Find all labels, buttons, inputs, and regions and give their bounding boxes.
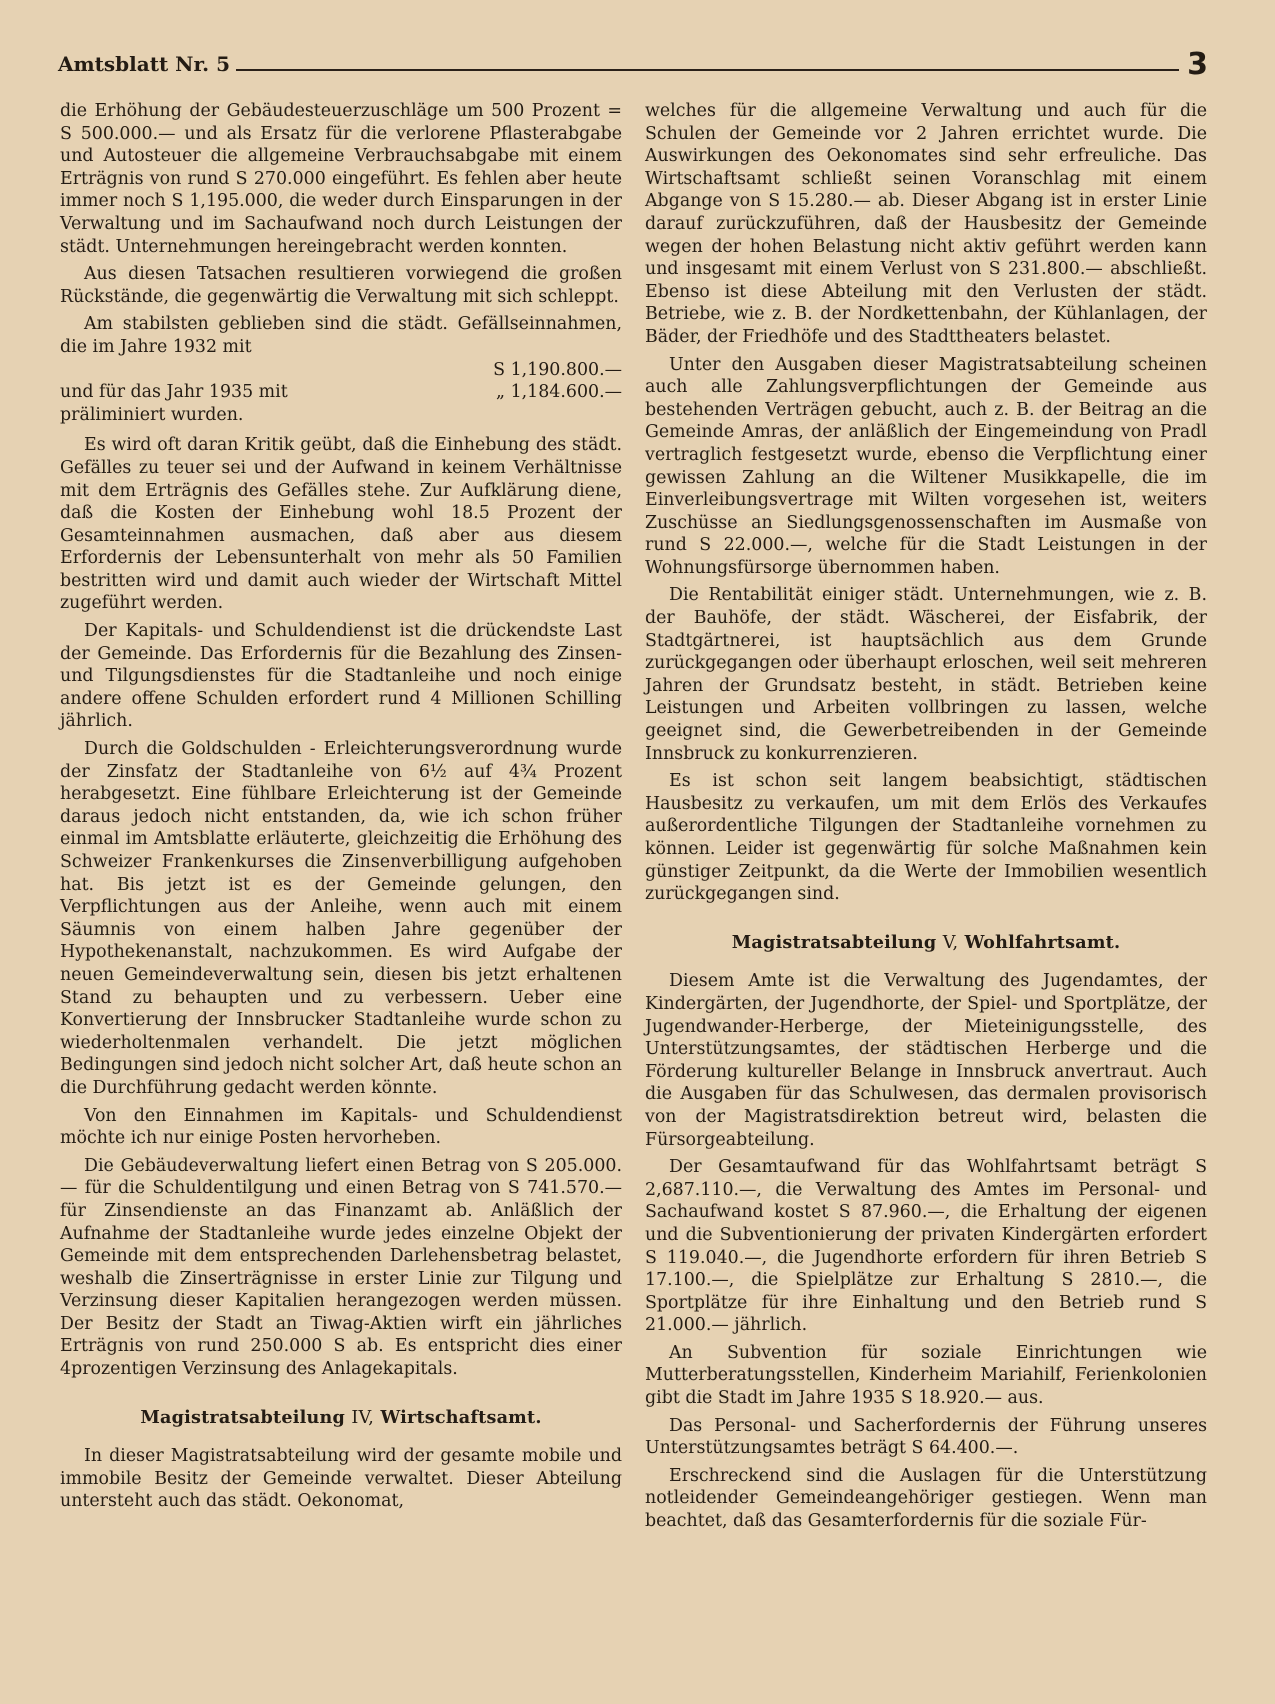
right-column <box>645 100 1207 1538</box>
paragraph: Das Personal- und Sacherfordernis der Führung unseres Unterstützungsamtes beträgt S 64.400.—. <box>645 1415 1207 1459</box>
left-column <box>60 100 622 1518</box>
paragraph: Diesem Amte ist die Verwaltung des Jugendamtes, der Kindergärten, der Jugendhorte, der Spiel- und Sportplätze, der Jugendwander-Herberge, der Mieteinigungsstelle, des Unterstützungsamtes, der städtischen Herberge und die Förderung kultureller Belange in Innsbruck anvertraut. Auch die Ausgaben für das Schulwesen, das dermalen provisorisch von der Magistratsdirektion betreut wird, belasten die Fürsorgeabteilung. <box>645 971 1207 1150</box>
figure-label-1935: und für das Jahr 1935 mit <box>60 382 288 403</box>
figure-value-1935: „ 1,184.600.— <box>496 382 622 403</box>
paragraph: Von den Einnahmen im Kapitals- und Schuldendienst möchte ich nur einige Posten hervorheben. <box>60 1105 622 1149</box>
paragraph: Der Gesamtaufwand für das Wohlfahrtsamt beträgt S 2,687.110.—, die Verwaltung des Amtes im Personal- und Sachaufwand kostet S 87.960.—, die Erhaltung der eigenen und die Subventionierung der privaten Kindergärten erfordert S 119.040.—, die Jugendhorte erfordern für ihren Betrieb S 17.100.—, die Spielplätze zur Erhaltung S 2810.—, die Sportplätze für ihre Einhaltung und den Betrieb rund S 21.000.— jährlich. <box>645 1157 1207 1336</box>
page-header <box>58 44 1208 80</box>
section-heading-iv <box>60 1407 622 1430</box>
header-rule <box>236 69 1179 71</box>
figure-intro: Am stabilsten geblieben sind die städt. Gefällseinnahmen, die im Jahre 1932 mit <box>60 314 622 357</box>
paragraph: Die Rentabilität einiger städt. Unternehmungen, wie z. B. der Bauhöfe, der städt. Wäscherei, der Eisfabrik, der Stadtgärtnerei, ist hauptsächlich aus dem Grunde zurückgegangen oder überhaupt erloschen, weil seit mehreren Jahren der Grundsatz besteht, in städt. Betrieben keine Leistungen und Arbeiten vollbringen zu lassen, welche geeignet sind, die Gewerbetreibenden in der Gemeinde Innsbruck zu konkurrenzieren. <box>645 585 1207 764</box>
figure-value-1932: S 1,190.800.— <box>493 359 622 380</box>
figure-row <box>60 313 622 358</box>
heading-name: Wohlfahrtsamt. <box>964 931 1121 953</box>
figure-row <box>60 359 622 382</box>
section-heading-v <box>645 932 1207 955</box>
paragraph: die Erhöhung der Gebäudesteuerzuschläge um 500 Prozent = S 500.000.— und als Ersatz für die verlorene Pflasterabgabe und Autosteuer die allgemeine Verbrauchsabgabe mit einem Erträgnis von rund S 270.000 eingeführt. Es fehlen aber heute immer noch S 1,195.000, die weder durch Einsparungen in der Verwaltung und im Sachaufwand noch durch Leistungen der städt. Unternehmungen hereingebracht werden konnten. <box>60 101 622 257</box>
paragraph: Der Kapitals- und Schuldendienst ist die drückendste Last der Gemeinde. Das Erfordernis für die Bezahlung des Zinsen- und Tilgungsdienstes für die Stadtanleihe und noch einige andere offene Schulden erfordert rund 4 Millionen Schilling jährlich. <box>60 621 622 732</box>
paragraph: Unter den Ausgaben dieser Magistratsabteilung scheinen auch alle Zahlungsverpflichtungen der Gemeinde aus bestehenden Verträgen gebucht, auch z. B. der Beitrag an die Gemeinde Amras, der anläßlich der Eingemeindung von Pradl vertraglich festgesetzt wurde, ebenso die Verpflichtung einer gewissen Zahlung an die Wiltener Musikkapelle, die im Einverleibungsvertrage mit Wilten vorgesehen ist, weiters Zuschüsse an Siedlungsgenossenschaften im Ausmaße von rund S 22.000.—, welche für die Stadt Leistungen in der Wohnungsfürsorge übernommen haben. <box>645 354 1207 578</box>
paragraph: Die Gebäudeverwaltung liefert einen Betrag von S 205.000.— für die Schuldentilgung und einen Betrag von S 741.570.— für Zinsendienste an das Finanzamt ab. Anläßlich der Aufnahme der Stadtanleihe wurde jedes einzelne Objekt der Gemeinde mit dem entsprechenden Darlehensbetrag belastet, weshalb die Zinserträgnisse in erster Linie zur Tilgung und Verzinsung dieser Kapitalien herangezogen werden müssen. Der Besitz der Stadt an Tiwag-Aktien wirft ein jährliches Erträgnis von rund 250.000 S ab. Es entspricht dies einer 4prozentigen Verzinsung des Anlagekapitals. <box>60 1155 622 1380</box>
heading-label: Magistratsabteilung <box>731 931 937 953</box>
paragraph: Es ist schon seit langem beabsichtigt, städtischen Hausbesitz zu verkaufen, um mit dem Erlös des Verkaufes außerordentliche Tilgungen der Stadtanleihe vornehmen zu können. Leider ist gegenwärtig für solche Maßnahmen kein günstiger Zeitpunkt, da die Werte der Immobilien wesentlich zurückgegangen sind. <box>645 771 1207 905</box>
heading-numeral: V, <box>942 932 959 953</box>
paragraph: Durch die Goldschulden - Erleichterungsverordnung wurde der Zinsfatz der Stadtanleihe von 6½ auf 4¾ Prozent herabgesetzt. Eine fühlbare Erleichterung ist der Gemeinde daraus jedoch nicht entstanden, da, wie ich schon früher einmal im Amtsblatte erläuterte, gleichzeitig die Erhöhung des Schweizer Frankenkurses die Zinsenverbilligung aufgehoben hat. Bis jetzt ist es der Gemeinde gelungen, den Verpflichtungen aus der Anleihe, wenn auch mit einem Säumnis von einem halben Jahre gegenüber der Hypothekenanstalt, nachzukommen. Es wird Aufgabe der neuen Gemeindeverwaltung sein, diesen bis jetzt erhaltenen Stand zu behaupten und zu verbessern. Ueber eine Konvertierung der Innsbrucker Stadtanleihe wurde schon zu wiederholtenmalen verhandelt. Die jetzt möglichen Bedingungen sind jedoch nicht solcher Art, daß heute schon an die Durchführung gedacht werden könnte. <box>60 739 622 1098</box>
paragraph: Aus diesen Tatsachen resultieren vorwiegend die großen Rückstände, die gegenwärtig die Verwaltung mit sich schleppt. <box>60 264 622 307</box>
heading-label: Magistratsabteilung <box>140 1406 345 1428</box>
figure-end: präliminiert wurden. <box>60 404 244 425</box>
paragraph: Es wird oft daran Kritik geübt, daß die Einhebung des städt. Gefälles zu teuer sei und der Aufwand in keinem Verhältnisse mit dem Erträgnis des Gefälles stehe. Zur Aufklärung diene, daß die Kosten der Einhebung wohl 18.5 Prozent der Gesamteinnahmen ausmachen, daß aber aus diesem Erfordernis der Lebensunterhalt von mehr als 50 Familien bestritten wird und damit auch wieder der Wirtschaft Mittel zugeführt werden. <box>60 435 622 614</box>
heading-numeral: IV, <box>351 1407 375 1428</box>
gazette-title: Amtsblatt Nr. 5 <box>58 52 230 76</box>
paragraph: An Subvention für soziale Einrichtungen wie Mutterberatungsstellen, Kinderheim Mariahilf, Ferienkolonien gibt die Stadt im Jahre 1935 S 18.920.— aus. <box>645 1342 1207 1409</box>
figure-row <box>60 381 622 404</box>
page-number: 3 <box>1187 47 1208 82</box>
heading-name: Wirtschaftsamt. <box>380 1406 542 1428</box>
paragraph: welches für die allgemeine Verwaltung und auch für die Schulen der Gemeinde vor 2 Jahren errichtet wurde. Die Auswirkungen des Oekonomates sind sehr erfreuliche. Das Wirtschaftsamt schließt seinen Voranschlag mit einem Abgange von S 15.280.— ab. Dieser Abgang ist in erster Linie darauf zurückzuführen, daß der Hausbesitz der Gemeinde wegen der hohen Belastung nicht aktiv geführt werden kann und insgesamt mit einem Verlust von S 231.800.— abschließt. Ebenso ist diese Abteilung mit den Verlusten der städt. Betriebe, wie z. B. der Nordkettenbahn, der Kühlanlagen, der Bäder, der Friedhöfe und des Stadttheaters belastet. <box>645 101 1207 347</box>
paragraph: Erschreckend sind die Auslagen für die Unterstützung notleidender Gemeindeangehöriger gestiegen. Wenn man beachtet, daß das Gesamterfordernis für die soziale Für- <box>645 1465 1207 1532</box>
paragraph: In dieser Magistratsabteilung wird der gesamte mobile und immobile Besitz der Gemeinde verwaltet. Dieser Abteilung untersteht auch das städt. Oekonomat, <box>60 1446 622 1512</box>
revenue-figures <box>60 313 622 426</box>
